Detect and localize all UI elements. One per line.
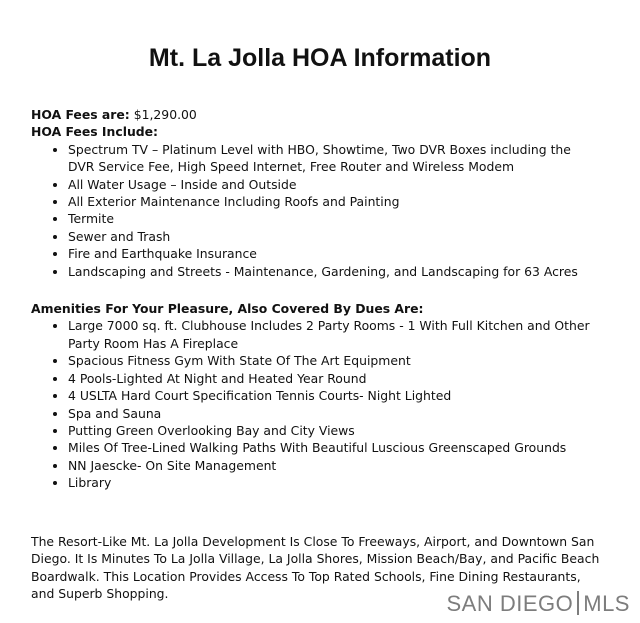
amenities-heading: Amenities For Your Pleasure, Also Covered By Dues Are: xyxy=(31,301,424,317)
fees-include-list xyxy=(31,141,601,280)
list-item: • Landscaping and Streets - Maintenance, Gardening, and Landscaping for 63 Acres xyxy=(68,263,601,280)
fees-label: HOA Fees are: xyxy=(31,107,130,122)
list-item: • Spectrum TV – Platinum Level with HBO, Showtime, Two DVR Boxes including the DVR Service Fee, High Speed Internet, Free Router and Wireless Modem xyxy=(68,141,601,176)
list-item: • NN Jaescke- On Site Management xyxy=(68,457,601,474)
list-item: • Fire and Earthquake Insurance xyxy=(68,245,601,262)
location-paragraph: The Resort-Like Mt. La Jolla Development Is Close To Freeways, Airport, and Downtown San Diego. It Is Minutes To La Jolla Village, La Jolla Shores, Mission Beach/Bay, and Pacific Beach Boardwalk. This Location Provides Access To Top Rated Schools, Fine Dining Restaurants, and Superb Shopping. xyxy=(31,534,600,602)
list-item: • Termite xyxy=(68,210,601,227)
list-item: • All Water Usage – Inside and Outside xyxy=(68,176,601,193)
list-item: • Spa and Sauna xyxy=(68,405,601,422)
mls-watermark-logo xyxy=(447,591,631,617)
page-title: Mt. La Jolla HOA Information xyxy=(148,44,492,72)
list-item: • All Exterior Maintenance Including Roofs and Painting xyxy=(68,193,601,210)
list-item: • Spacious Fitness Gym With State Of The Art Equipment xyxy=(68,352,601,369)
list-item: • 4 USLTA Hard Court Specification Tennis Courts- Night Lighted xyxy=(68,387,601,404)
watermark-right: MLS xyxy=(583,591,630,616)
list-item: • Miles Of Tree-Lined Walking Paths With Beautiful Luscious Greenscaped Grounds xyxy=(68,439,601,456)
list-item: • Library xyxy=(68,474,601,491)
amenities-list xyxy=(31,317,601,491)
list-item: • 4 Pools-Lighted At Night and Heated Year Round xyxy=(68,370,601,387)
fees-include-heading: HOA Fees Include: xyxy=(31,124,159,140)
fees-value: $1,290.00 xyxy=(133,107,197,122)
watermark-divider xyxy=(577,591,579,615)
fees-line xyxy=(31,106,601,123)
list-item: • Putting Green Overlooking Bay and City Views xyxy=(68,422,601,439)
watermark-left: SAN DIEGO xyxy=(446,591,574,616)
list-item: • Sewer and Trash xyxy=(68,228,601,245)
hoa-content xyxy=(31,106,601,492)
list-item: • Large 7000 sq. ft. Clubhouse Includes 2 Party Rooms - 1 With Full Kitchen and Other Party Room Has A Fireplace xyxy=(68,317,601,352)
